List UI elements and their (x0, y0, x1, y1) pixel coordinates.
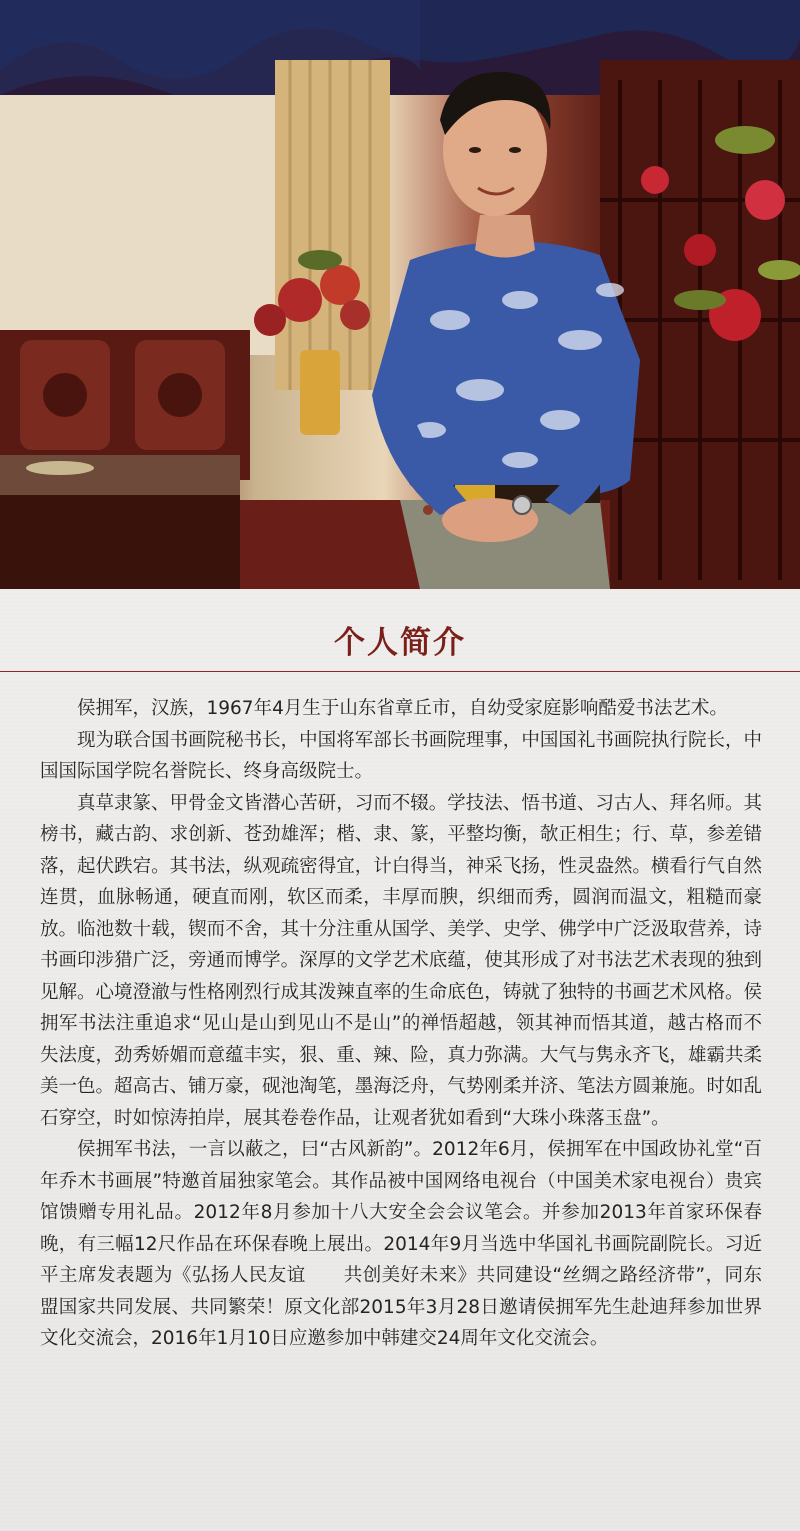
profile-section (0, 589, 800, 1531)
portrait-photo (0, 0, 800, 589)
curtain (275, 60, 390, 390)
watch (513, 496, 531, 514)
section-title: 个人简介 (334, 625, 466, 661)
title-divider (0, 671, 800, 672)
profile-paragraph: 侯拥军书法，一言以蔽之，曰“古风新韵”。2012年6月，侯拥军在中国政协礼堂“百年乔木书画展”特邀首届独家笔会。其作品被中国网络电视台（中国美术家电视台）贵宾馆馈赠专用礼品。2012年8月参加十八大安全会会议笔会。并参加2013年首家环保春晚，有三幅12尺作品在环保春晚上展出。2014年9月当选中华国礼书画院副院长。习近平主席发表题为《弘扬人民友谊 共创美好未来》共同建设“丝绸之路经济带”，同东盟国家共同发展、共同繁荣！原文化部2015年3月28日邀请侯拥军先生赴迪拜参加世界文化交流会，2016年1月10日应邀参加中韩建交24周年文化交流会。 (40, 1139, 762, 1349)
tea-table (0, 455, 240, 589)
portrait-illustration (0, 0, 800, 589)
profile-paragraph: 真草隶篆、甲骨金文皆潜心苦研，习而不辍。学技法、悟书道、习古人、拜名师。其榜书，藏古韵、求创新、苍劲雄浑；楷、隶、篆，平整均衡，欹正相生；行、草，参差错落，起伏跌宕。其书法，纵观疏密得宜，计白得当，神采飞扬，性灵盎然。横看行气自然连贯，血脉畅通，硬直而刚，软区而柔，丰厚而腴，织细而秀，圆润而温文，粗糙而豪放。临池数十载，锲而不舍，其十分注重从国学、美学、史学、佛学中广泛汲取营养，诗书画印涉猎广泛，旁通而博学。深厚的文学艺术底蕴，使其形成了对书法艺术表现的独到见解。心境澄澈与性格刚烈行成其泼辣直率的生命底色，铸就了独特的书画艺术风格。侯拥军书法注重追求“见山是山到见山不是山”的禅悟超越，领其神而悟其道，越古格而不失法度，劲秀娇媚而意蕴丰实，狠、重、辣、险，真力弥满。大气与隽永齐飞，雄霸共柔美一色。超高古、铺万豪，砚池淘笔，墨海泛舟，气势刚柔并济、笔法方圆兼施。时如乱石穿空，时如惊涛拍岸，展其卷卷作品，让观者犹如看到“大珠小珠落玉盘”。 (40, 792, 762, 1129)
profile-paragraph: 现为联合国书画院秘书长，中国将军部长书画院理事，中国国礼书画院执行院长，中国国际国学院名誉院长、终身高级院士。 (40, 729, 762, 782)
profile-body (40, 693, 762, 1355)
wall (0, 95, 280, 355)
person (372, 72, 640, 589)
profile-paragraph: 侯拥军，汉族，1967年4月生于山东省章丘市，自幼受家庭影响酷爱书法艺术。 (77, 698, 728, 719)
